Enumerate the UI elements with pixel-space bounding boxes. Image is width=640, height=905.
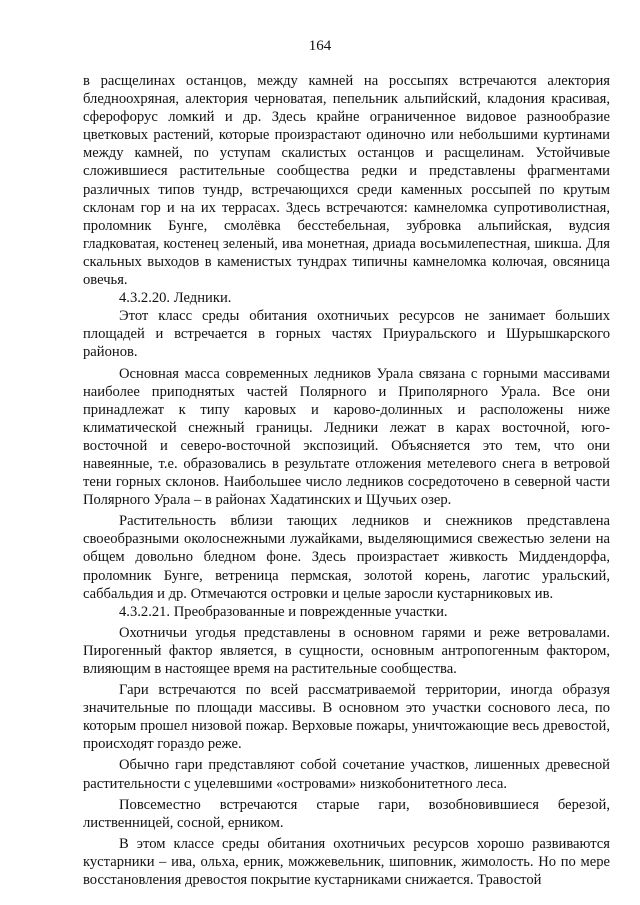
paragraph-shrubs: В этом классе среды обитания охотничьих ресурсов хорошо развиваются кустарники – ива, ольха, ерник, можжевельник, шиповник, жимолость. Но по мере восстановления древостоя покрытие кустарниками снижается. Травостой xyxy=(83,835,610,889)
paragraph-burned-areas-intro: Охотничьи угодья представлены в основном гарями и реже ветровалами. Пирогенный фактор является, в сущности, основным антропогенным фактором, влияющим в настоящее время на растительные сообщества. xyxy=(83,624,610,677)
section-heading-glaciers: 4.3.2.20. Ледники. xyxy=(119,290,232,307)
paragraph-lichens-continuation: в расщелинах останцов, между камней на россыпях встречаются алектория бледноохряная, алектория черноватая, пепельник альпийский, кладония красивая, сферофорус ломкий и др. Здесь крайне ограниченное видовое разнообразие цветковых растений, которые произрастают одиночно или небольшими куртинами между камней, по уступам скалистых останцов и расщелинам. Устойчивые сложившиеся растительные сообщества редки и представлены фрагментами различных типов тундр, встречающихся среди каменных россыпей по крутым склонам гор и на их террасах. Здесь встречаются: камнеломка супротиволистная, проломник Бунге, смолёвка бесстебельная, зубровка альпийская, вудсия гладковатая, костенец зеленый, ива монетная, дриада восьмилепестная, шикша. Для скальных выходов в каменистых тундрах типичны камнеломка колючая, овсяница овечья. xyxy=(83,73,610,289)
paragraph-glaciers-vegetation: Растительность вблизи тающих ледников и снежников представлена своеобразными околоснежными лужайками, выделяющимися свежестью зелени на общем довольно бледном фоне. Здесь произрастает живкость Миддендорфа, проломник Бунге, ветреница пермская, золотой корень, лаготис уральский, саббальдия и др. Отмечаются островки и целые заросли кустарниковых ив. xyxy=(83,513,610,602)
paragraph-old-burned-areas: Повсеместно встречаются старые гари, возобновившиеся березой, лиственницей, сосной, ерником. xyxy=(83,796,610,831)
page-number: 164 xyxy=(308,38,332,54)
body-text xyxy=(83,72,610,889)
paragraph-burned-areas-occurrence: Гари встречаются по всей рассматриваемой территории, иногда образуя значительные по площади массивы. В основном это участки соснового леса, по которым прошел низовой пожар. Верховые пожары, уничтожающие весь древостой, происходят гораздо реже. xyxy=(83,682,610,753)
paragraph-burned-areas-composition: Обычно гари представляют собой сочетание участков, лишенных древесной растительности с уцелевшими «островами» низкобонитетного леса. xyxy=(83,757,610,792)
paragraph-glaciers-ural: Основная масса современных ледников Урала связана с горными массивами наиболее приподнятых частей Полярного и Приполярного Урала. Все они принадлежат к типу каровых и карово-долинных и расположены ниже климатической снежный границы. Ледники лежат в карах восточной, юго-восточной и северо-восточной экспозиций. Объясняется это тем, что они навеянные, т.е. образовались в результате отложения метелевого снега в ветровой тени горных склонов. Наибольшее число ледников сосредоточено в северной части Полярного Урала – в районах Хадатинских и Щучьих озер. xyxy=(83,365,610,509)
paragraph-glaciers-intro: Этот класс среды обитания охотничьих ресурсов не занимает больших площадей и встречается в горных частях Приуральского и Шурышкарского районов. xyxy=(83,308,610,361)
section-heading-transformed-areas: 4.3.2.21. Преобразованные и поврежденные участки. xyxy=(119,603,448,620)
